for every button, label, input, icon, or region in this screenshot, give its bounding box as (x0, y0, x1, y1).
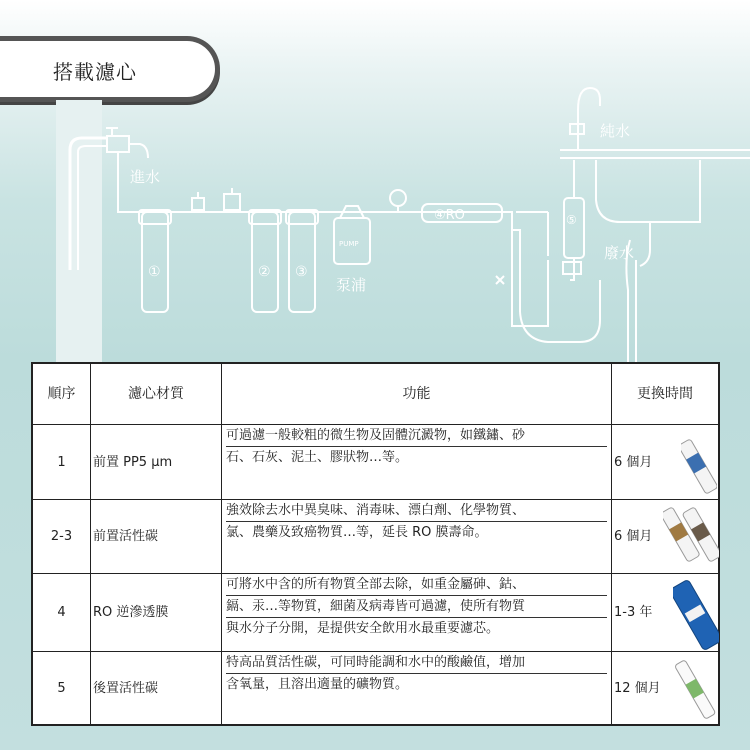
label-stage-5: ⑤ (566, 213, 577, 227)
label-stage-2: ② (258, 264, 271, 280)
page-title: 搭載濾心 (53, 60, 137, 84)
row1-function-line: 石、石灰、泥土、膠狀物…等。 (226, 450, 409, 465)
row4-function (222, 652, 611, 724)
row3-function-line: 鎘、汞…等物質，細菌及病毒皆可過濾，使所有物質 (226, 596, 607, 618)
row1-function-line: 可過濾一般較粗的微生物及固體沉澱物，如鐵鏽、砂 (226, 425, 607, 447)
sink (596, 160, 700, 222)
waste-line (512, 230, 520, 312)
post-carbon-filter-image (673, 658, 719, 720)
row4-function-line: 含氧量，且溶出適量的礦物質。 (226, 677, 409, 692)
pressure-valve (192, 198, 204, 210)
label-waste-water: 廢水 (604, 244, 635, 262)
row2-period: 6 個月 (614, 529, 653, 544)
header-material: 濾心材質 (128, 385, 184, 402)
label-ro: ④RO (434, 208, 465, 223)
row2-function (222, 500, 611, 573)
row3-material: RO 逆滲透膜 (93, 605, 169, 620)
row1-period: 6 個月 (614, 454, 653, 470)
carbon-filter-image (663, 504, 719, 566)
row4-function-line: 特高品質活性碳，可同時能調和水中的酸鹼值，增加 (226, 652, 607, 674)
label-pure-water: 純水 (600, 122, 631, 140)
pure-water-faucet (578, 88, 600, 150)
row1-function (222, 425, 611, 499)
filter-table (31, 362, 720, 726)
row2-material: 前置活性碳 (93, 529, 159, 544)
row2-function-line: 強效除去水中異臭味、消毒味、漂白劑、化學物質、 (226, 500, 607, 522)
row3-period: 1-3 年 (614, 605, 653, 620)
row4-period: 12 個月 (614, 680, 661, 696)
header-function: 功能 (402, 385, 431, 402)
filter-5 (564, 198, 584, 258)
row1-order: 1 (57, 454, 66, 470)
countertop (560, 150, 750, 158)
label-pump: 泵浦 (336, 276, 367, 294)
filter-1 (142, 212, 168, 312)
row3-function-line: 可將水中含的所有物質全部去除，如重金屬砷、鈷、 (226, 574, 607, 596)
row3-function-line: 與水分子分開，是提供安全飲用水最重要濾芯。 (226, 621, 500, 636)
header-period: 更換時間 (637, 385, 693, 402)
row4-order: 5 (57, 680, 66, 696)
header-order: 順序 (47, 385, 76, 402)
label-inlet: 進水 (130, 168, 161, 186)
filter-3 (289, 212, 315, 312)
row3-order: 4 (57, 605, 66, 620)
pressure-gauge (390, 190, 406, 206)
ro-membrane-image (673, 580, 719, 650)
row4-material: 後置活性碳 (93, 680, 159, 696)
inlet-valve (107, 136, 129, 152)
row1-material: 前置 PP5 µm (93, 454, 173, 470)
label-pump-box: PUMP (339, 240, 359, 248)
row2-function-line: 氯、農藥及致癌物質…等，延長 RO 膜壽命。 (226, 525, 488, 540)
ro-system-diagram (0, 80, 750, 365)
filter-2 (252, 212, 278, 312)
row2-order: 2-3 (50, 529, 73, 544)
row3-function (222, 574, 611, 651)
label-stage-3: ③ (295, 264, 308, 280)
label-stage-1: ① (148, 264, 161, 280)
pp-filter-image (681, 436, 717, 496)
